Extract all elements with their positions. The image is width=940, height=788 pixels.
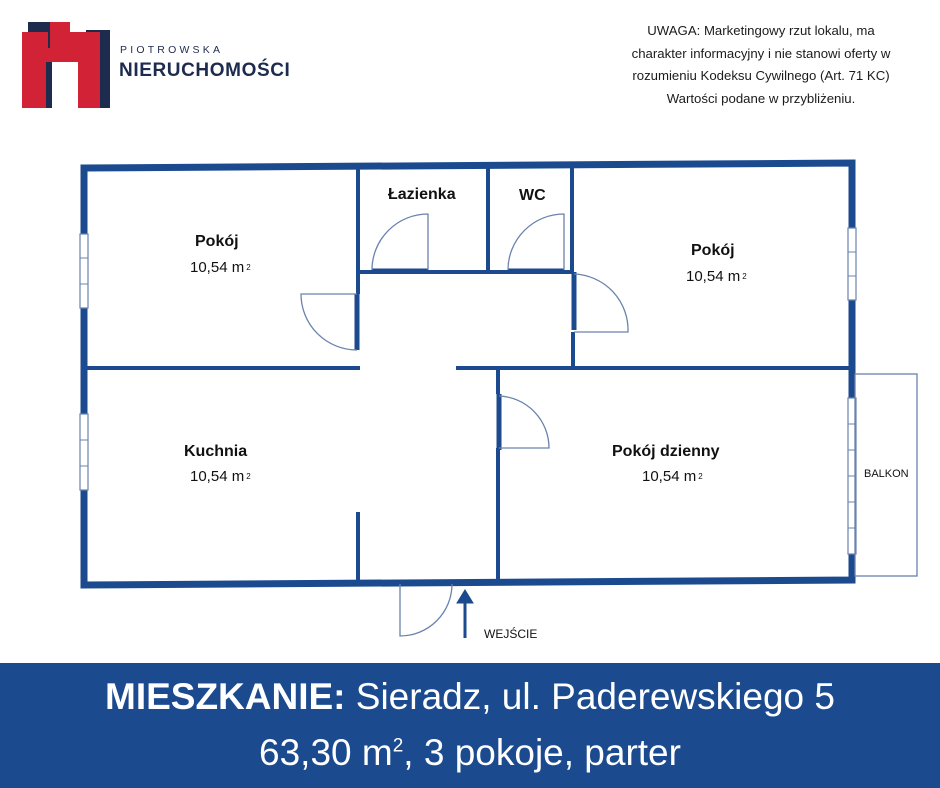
- door-swing: [508, 214, 564, 270]
- door-swing: [372, 214, 428, 270]
- window: [80, 414, 88, 490]
- door-swing: [499, 396, 549, 448]
- room-area: 10,54 m $^2$: [642, 468, 703, 485]
- listing-area-unit: 2: [392, 735, 404, 757]
- disclaimer-line: UWAGA: Marketingowy rzut lokalu, ma: [647, 23, 875, 38]
- room-name: Łazienka: [388, 186, 456, 203]
- entrance-arrow-icon: [457, 590, 473, 638]
- brand-subtitle: PIOTROWSKA: [120, 44, 224, 56]
- room-name: Pokój: [195, 233, 239, 250]
- room-name: Pokój dzienny: [612, 443, 720, 460]
- room-area: 10,54 m $^2$: [190, 259, 251, 276]
- listing-area: 63,30 m: [259, 732, 393, 773]
- door-swing: [574, 274, 628, 332]
- disclaimer-line: rozumieniu Kodeksu Cywilnego (Art. 71 KC): [632, 68, 890, 83]
- room-area: 10,54 m $^2$: [190, 468, 251, 485]
- door-swing: [301, 294, 357, 350]
- listing-rooms-floor: , 3 pokoje, parter: [403, 732, 681, 773]
- window: [848, 228, 856, 300]
- room-name: WC: [519, 187, 546, 204]
- listing-details: [0, 729, 940, 777]
- listing-address: Sieradz, ul. Paderewskiego 5: [355, 676, 835, 717]
- disclaimer-line: charakter informacyjny i nie stanowi oferty w: [631, 45, 891, 61]
- door-swing: [400, 584, 452, 636]
- room-area: 10,54 m $^2$: [686, 268, 747, 285]
- room-name: Pokój: [691, 242, 735, 259]
- listing-title: [0, 673, 940, 721]
- window: [80, 234, 88, 308]
- listing-banner: [0, 663, 940, 788]
- listing-type: MIESZKANIE:: [105, 676, 346, 717]
- brand-name: NIERUCHOMOŚCI: [119, 60, 291, 81]
- room-name: Kuchnia: [184, 443, 248, 460]
- balcony-label: BALKON: [864, 468, 909, 480]
- disclaimer-line: Wartości podane w przybliżeniu.: [666, 90, 856, 106]
- entrance-label: WEJŚCIE: [484, 627, 538, 641]
- exterior-wall: [84, 163, 852, 585]
